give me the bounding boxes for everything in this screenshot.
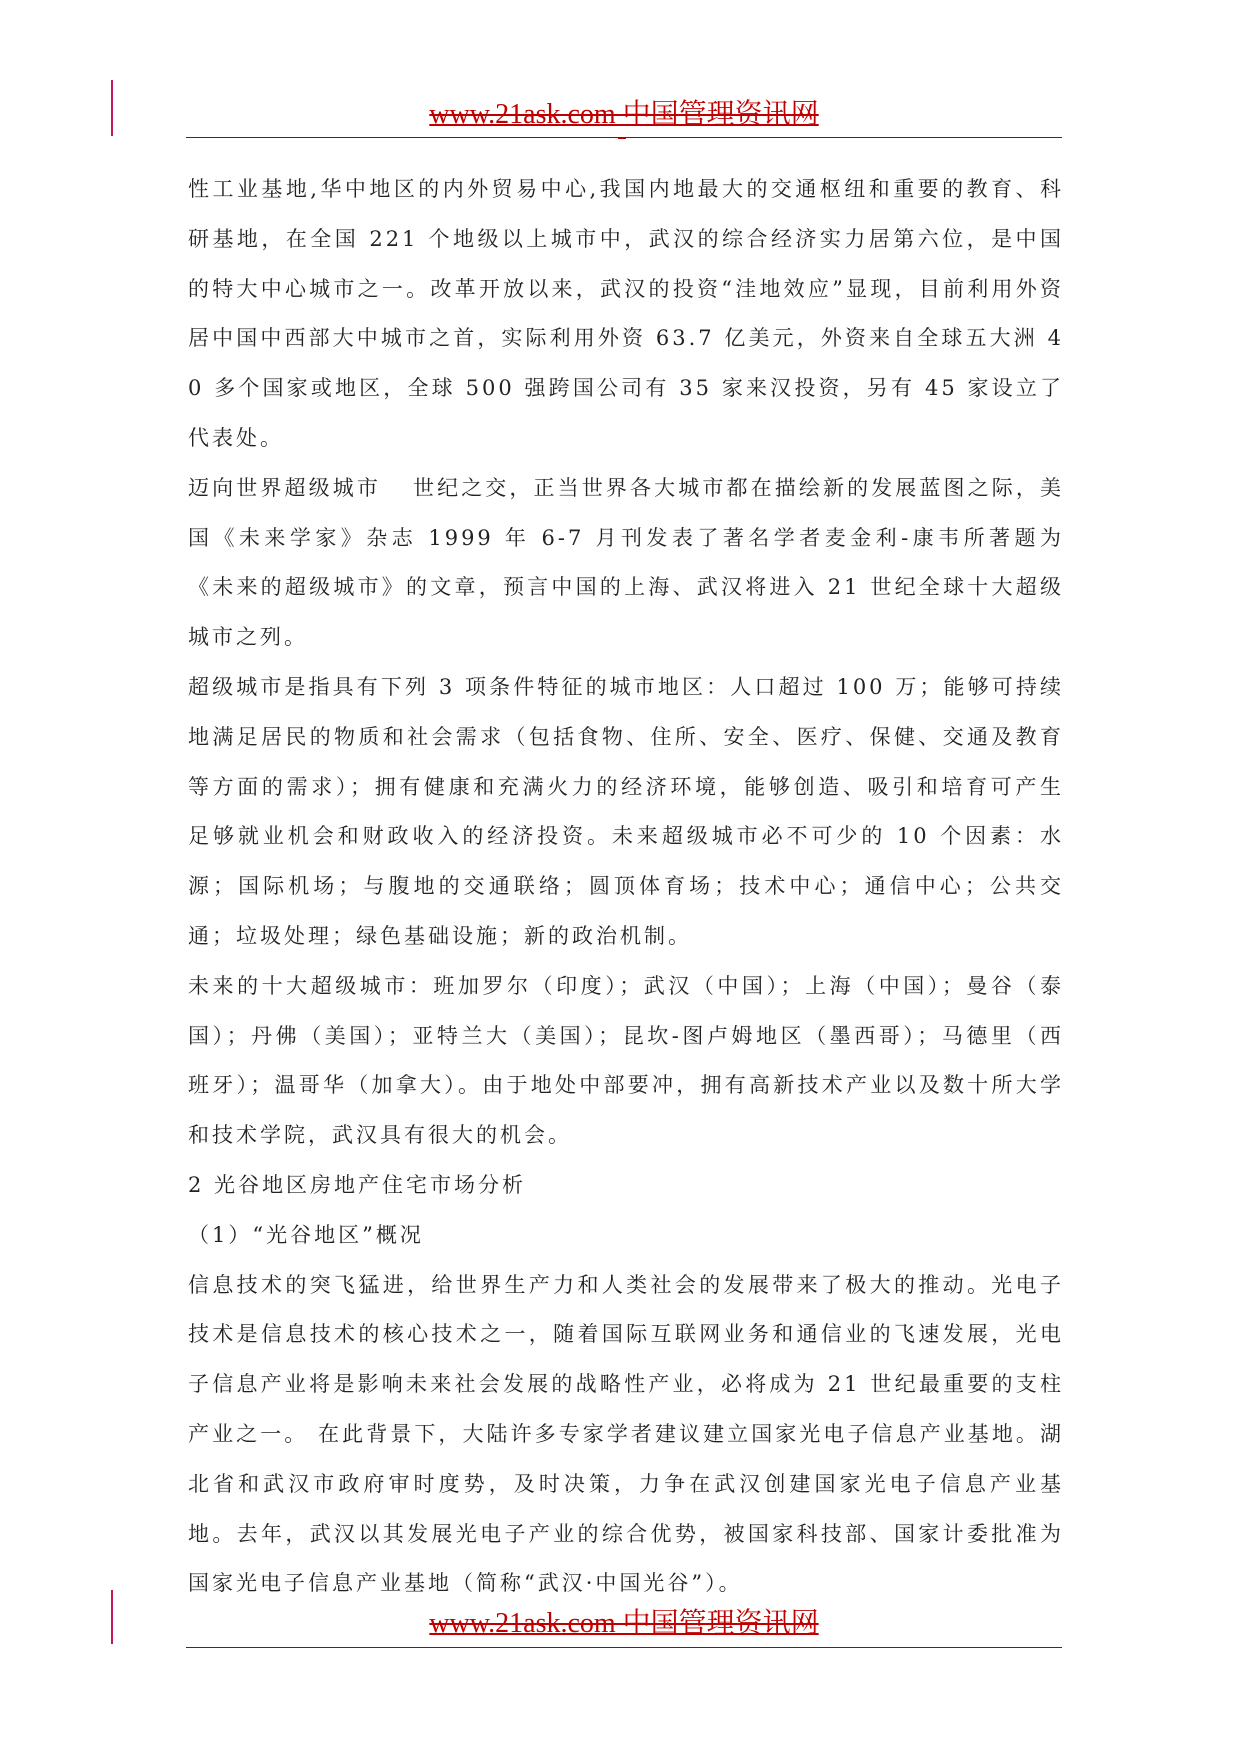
footer-rule <box>186 1647 1062 1648</box>
supercity-text: 世纪之交，正当世界各大城市都在描绘新的发展蓝图之际，美国《未来学家》杂志 1999 年 6-7 月刊发表了著名学者麦金利-康韦所著题为《未来的超级城市》的文章，预言中国的上海、武汉将进入 21 世纪全球十大超级城市之列。 <box>188 475 1065 650</box>
paragraph-top-ten-cities: 未来的十大超级城市：班加罗尔（印度）；武汉（中国）；上海（中国）；曼谷（泰国）；丹佛（美国）；亚特兰大（美国）；昆坎-图卢姆地区（墨西哥）；马德里（西班牙）；温哥华（加拿大）。由于地处中部要冲，拥有高新技术产业以及数十所大学和技术学院，武汉具有很大的机会。 <box>188 973 1064 1148</box>
footer-margin-mark <box>111 1590 113 1644</box>
paragraph-supercity-intro <box>188 464 1064 663</box>
header-margin-mark <box>111 80 113 136</box>
subsection-heading: （1）“光谷地区”概况 <box>188 1222 424 1247</box>
paragraph-optics-valley: 信息技术的突飞猛进，给世界生产力和人类社会的发展带来了极大的推动。光电子技术是信息技术的核心技术之一，随着国际互联网业务和通信业的飞速发展，光电子信息产业将是影响未来社会发展的战略性产业，必将成为 21 世纪最重要的支柱产业之一。 在此背景下，大陆许多专家学者建议建立国家光电子信息产业基地。湖北省和武汉市政府审时度势，及时决策，力争在武汉创建国家光电子信息产业基地。去年，武汉以其发展光电子产业的综合优势，被国家科技部、国家计委批准为国家光电子信息产业基地（简称“武汉·中国光谷”）。 <box>188 1272 1064 1596</box>
document-body <box>188 165 1064 1609</box>
section-heading: 2 光谷地区房地产住宅市场分析 <box>188 1172 527 1197</box>
supercity-heading: 迈向世界超级城市 <box>188 475 381 500</box>
page-header: www.21ask.com 中国管理资讯网 <box>429 99 819 130</box>
header-rule <box>186 137 1062 138</box>
paragraph-wuhan-overview: 性工业基地,华中地区的内外贸易中心,我国内地最大的交通枢纽和重要的教育、科研基地，在全国 221 个地级以上城市中，武汉的综合经济实力居第六位，是中国的特大中心城市之一。改革开放以来，武汉的投资“洼地效应”显现，目前利用外资居中国中西部大中城市之首，实际利用外资 63.7 亿美元，外资来自全球五大洲 40 多个国家或地区，全球 500 强跨国公司有 35 家来汉投资，另有 45 家设立了代表处。 <box>188 177 1064 450</box>
page-footer: www.21ask.com 中国管理资讯网 <box>429 1608 819 1639</box>
paragraph-supercity-definition: 超级城市是指具有下列 3 项条件特征的城市地区：人口超过 100 万；能够可持续地满足居民的物质和社会需求（包括食物、住所、安全、医疗、保健、交通及教育等方面的需求）；拥有健康和充满火力的经济环境，能够创造、吸引和培育可产生足够就业机会和财政收入的经济投资。未来超级城市必不可少的 10 个因素：水源；国际机场；与腹地的交通联络；圆顶体育场；技术中心；通信中心；公共交通；垃圾处理；绿色基础设施；新的政治机制。 <box>188 674 1064 948</box>
